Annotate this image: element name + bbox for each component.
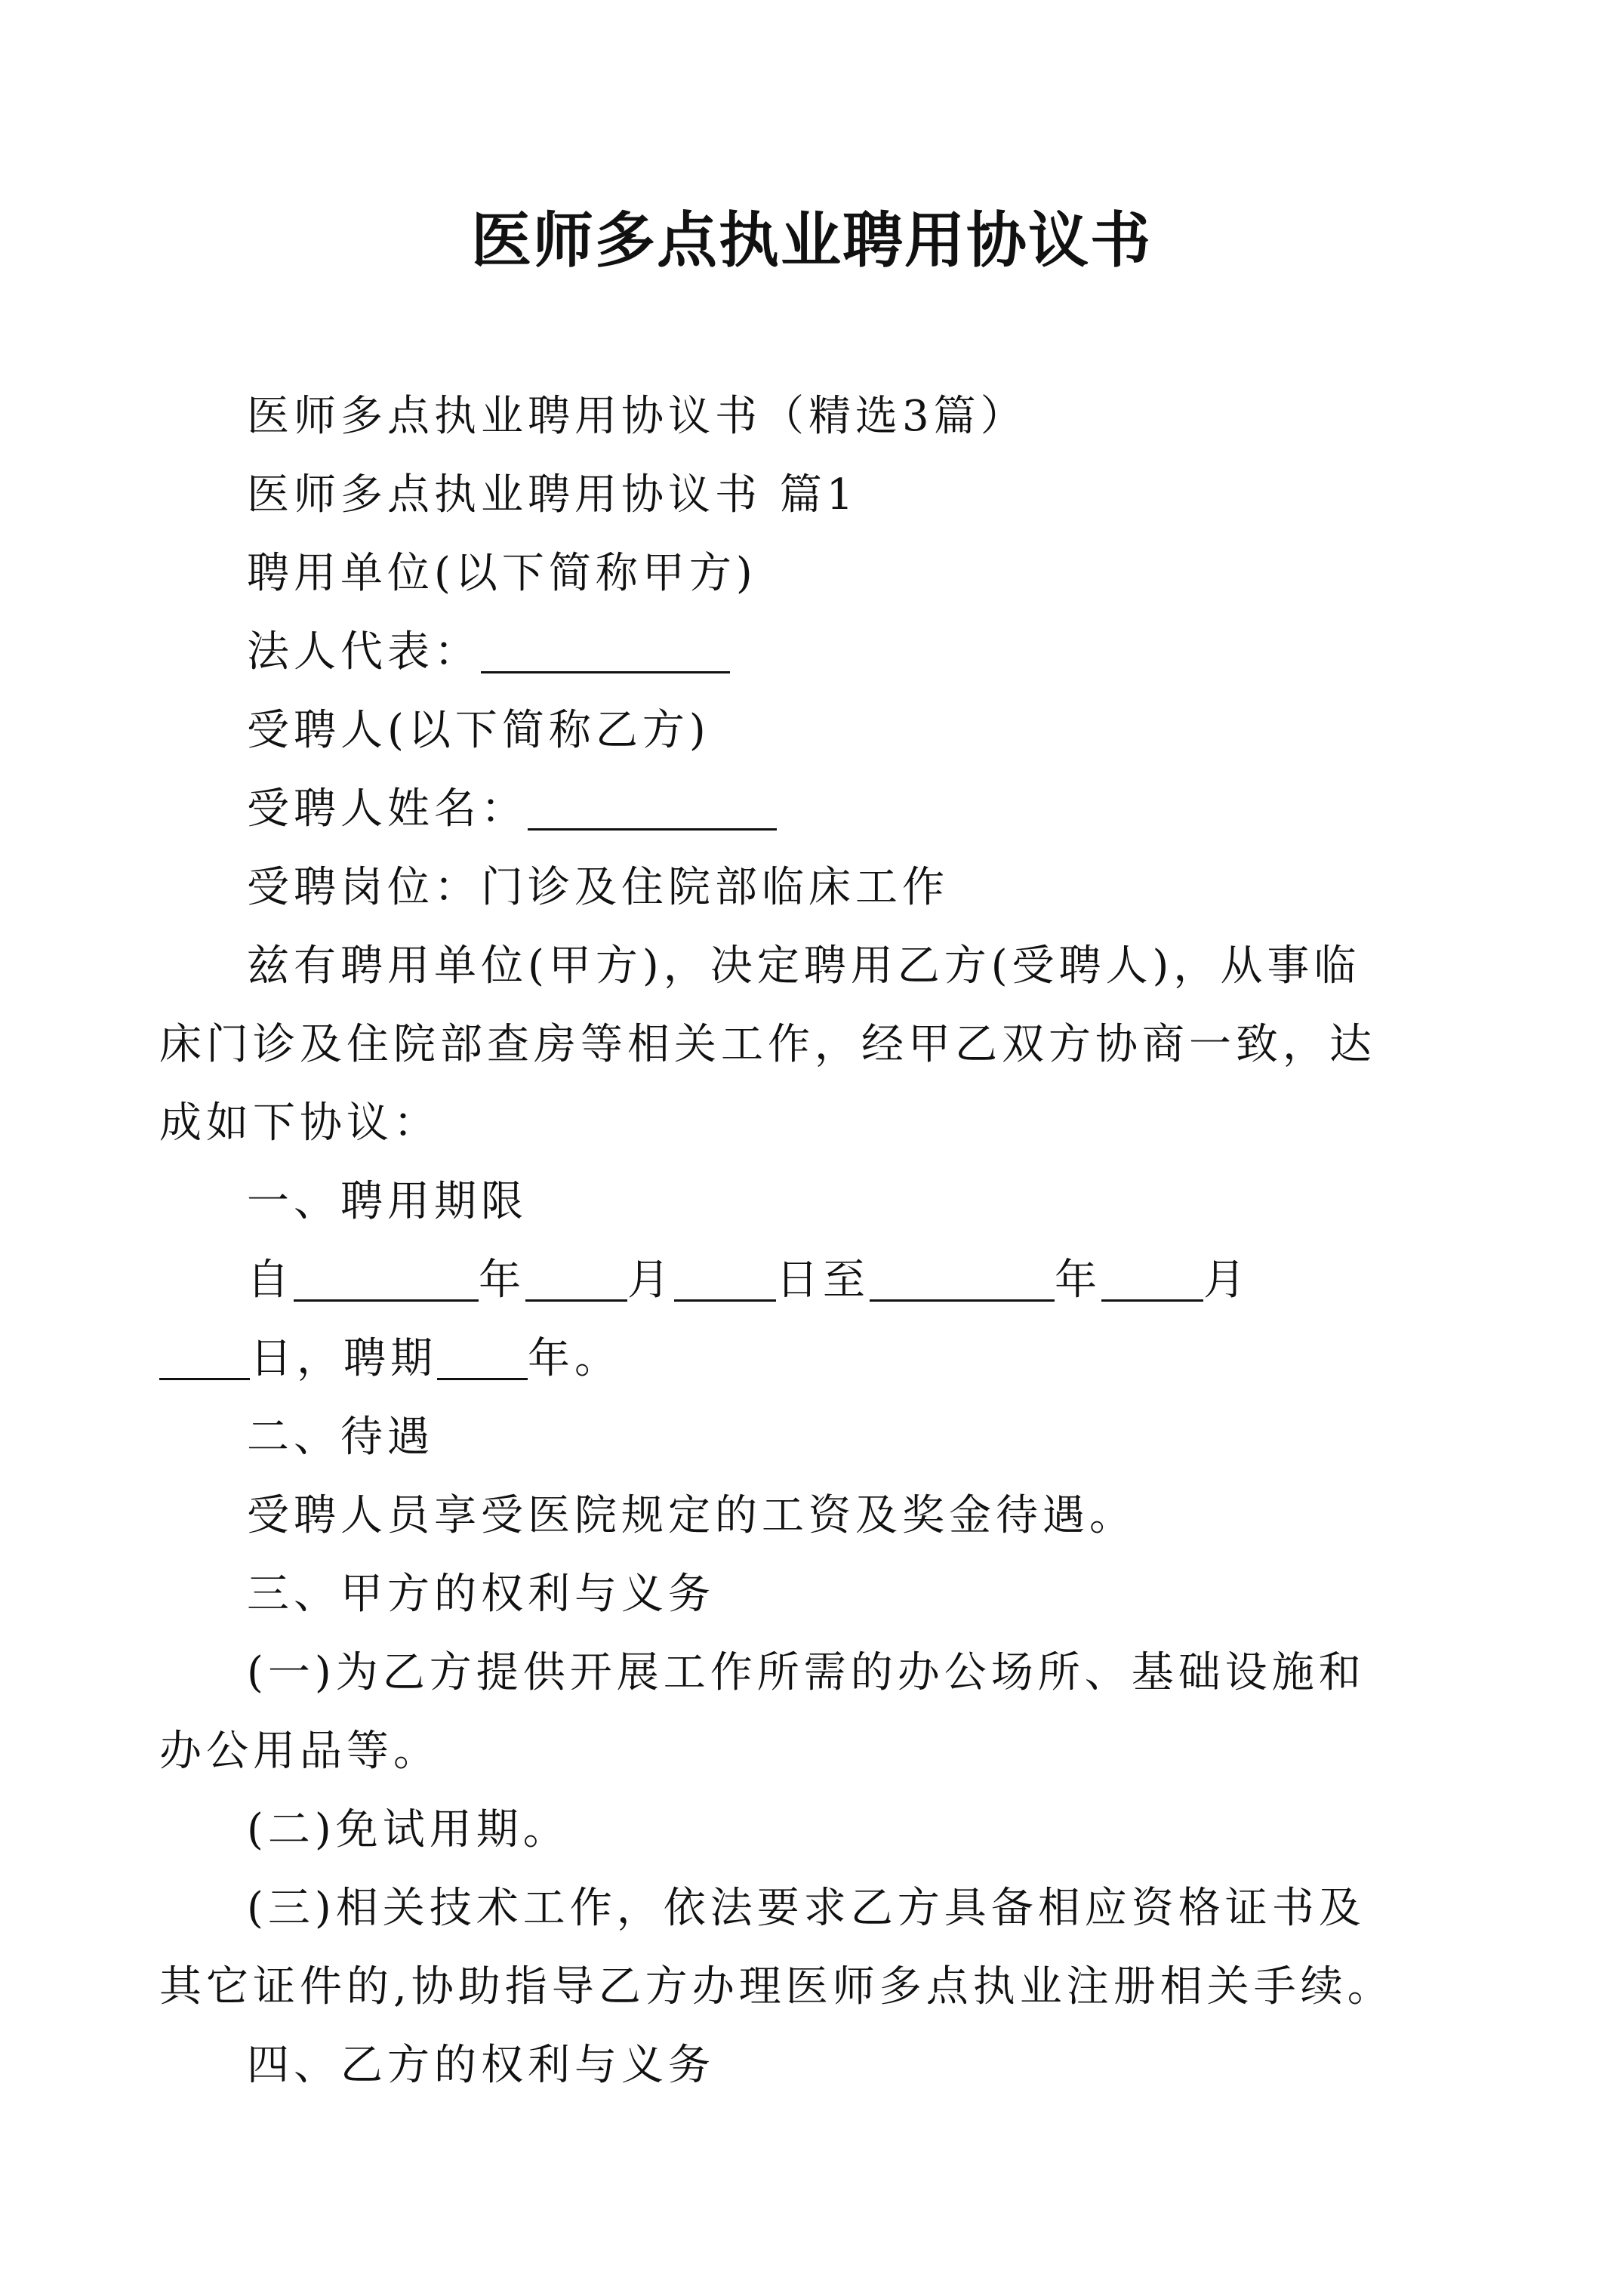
clause-3-item-1-line-1: (一)为乙方提供开展工作所需的办公场所、基础设施和 [247, 1648, 1366, 1697]
clause-1-heading: 一、聘用期限 [247, 1177, 528, 1226]
position-line: 受聘岗位：门诊及住院部临床工作 [247, 863, 949, 912]
term-duration-line [159, 1320, 1379, 1398]
legal-rep-label: 法人代表： [247, 627, 481, 676]
start-month-blank [525, 1254, 627, 1302]
end-month-blank [1101, 1254, 1203, 1302]
term-duration-label: 日，聘期 [250, 1334, 437, 1383]
agreement-intro-line-3: 成如下协议： [159, 1099, 440, 1148]
employee-name-line [247, 770, 1379, 849]
end-month-label: 月 [1203, 1256, 1250, 1305]
term-years-label: 年。 [528, 1334, 621, 1383]
term-dates-line [247, 1241, 1379, 1320]
end-year-blank [870, 1254, 1055, 1302]
start-year-label: 年 [479, 1256, 525, 1305]
clause-3-heading: 三、甲方的权利与义务 [247, 1570, 715, 1619]
term-from-label: 自 [247, 1256, 294, 1305]
start-day-blank [674, 1254, 776, 1302]
clause-3-item-2: (二)免试用期。 [247, 1805, 570, 1854]
term-years-blank [437, 1333, 528, 1380]
start-month-label: 月 [627, 1256, 674, 1305]
employee-name-label: 受聘人姓名： [247, 784, 528, 834]
start-year-blank [294, 1254, 479, 1302]
clause-3-item-3-line-2: 其它证件的,协助指导乙方办理医师多点执业注册相关手续。 [159, 1962, 1394, 2011]
clause-3-item-3-line-1: (三)相关技术工作，依法要求乙方具备相应资格证书及 [247, 1884, 1366, 1933]
document-title: 医师多点执业聘用协议书 [471, 205, 1152, 276]
clause-4-heading: 四、乙方的权利与义务 [247, 2041, 715, 2090]
clause-2-heading: 二、待遇 [247, 1413, 434, 1462]
clause-3-item-1-line-2: 办公用品等。 [159, 1727, 440, 1776]
agreement-intro-line-2: 床门诊及住院部查房等相关工作，经甲乙双方协商一致，达 [159, 1020, 1376, 1069]
end-year-label: 年 [1055, 1256, 1101, 1305]
subtitle-line: 医师多点执业聘用协议书（精选3篇） [247, 392, 1027, 441]
end-day-blank [159, 1333, 250, 1380]
employee-name-blank [528, 783, 777, 831]
employer-line: 聘用单位(以下简称甲方) [247, 549, 757, 598]
start-day-to-label: 日至 [776, 1256, 870, 1305]
compensation-line: 受聘人员享受医院规定的工资及奖金待遇。 [247, 1491, 1136, 1540]
employee-line: 受聘人(以下简称乙方) [247, 706, 710, 755]
agreement-intro-line-1: 兹有聘用单位(甲方)，决定聘用乙方(受聘人)，从事临 [247, 942, 1361, 991]
document-body [159, 378, 1394, 2105]
legal-rep-blank [481, 626, 730, 673]
section-heading-part1: 医师多点执业聘用协议书 篇1 [247, 470, 858, 519]
legal-rep-line [247, 613, 1379, 692]
